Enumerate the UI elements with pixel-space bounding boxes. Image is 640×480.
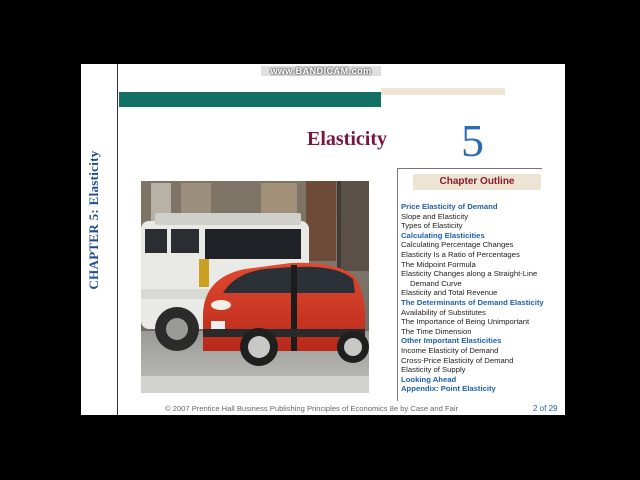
- outline-item: Availability of Substitutes: [401, 307, 486, 317]
- outline-item: Elasticity Is a Ratio of Percentages: [401, 249, 520, 259]
- outline-item: Elasticity and Total Revenue: [401, 288, 498, 298]
- outline-item: Cross-Price Elasticity of Demand: [401, 355, 514, 365]
- footer-copyright: © 2007 Prentice Hall Business Publishing Principles of Economics 8e by Case and Fair: [165, 404, 459, 413]
- decorative-teal-bar: [119, 92, 381, 107]
- sidebar-divider: [117, 64, 118, 415]
- outline-item: Income Elasticity of Demand: [401, 345, 499, 355]
- slide: [81, 64, 565, 415]
- outline-section-heading: Price Elasticity of Demand: [401, 202, 498, 211]
- outline-section-heading: Appendix: Point Elasticity: [401, 384, 496, 394]
- outline-section-heading: Calculating Elasticities: [401, 230, 485, 240]
- page-number: 2 of 29: [533, 404, 558, 413]
- outline-section-heading: The Determinants of Demand Elasticity: [401, 297, 544, 307]
- outline-item: The Importance of Being Unimportant: [401, 317, 530, 327]
- slide-title: Elasticity: [307, 128, 387, 150]
- outline-item: The Midpoint Formula: [401, 259, 476, 269]
- outline-item: Types of Elasticity: [401, 221, 463, 231]
- outline-header: Chapter Outline: [413, 174, 541, 190]
- outline-item: The Time Dimension: [401, 326, 472, 336]
- cars-photo: [141, 181, 369, 393]
- recorder-watermark: www.BANDICAM.com: [261, 66, 381, 76]
- outline-section-heading: Looking Ahead: [401, 374, 457, 384]
- outline-item: Calculating Percentage Changes: [401, 240, 514, 250]
- chapter-number: 5: [461, 115, 484, 166]
- sidebar-chapter-title: CHAPTER 5: Elasticity: [86, 150, 101, 290]
- decorative-beige-bar: [381, 88, 505, 95]
- outline-item: Elasticity of Supply: [401, 365, 466, 375]
- outline-item: Demand Curve: [410, 278, 462, 288]
- outline-item: Elasticity Changes along a Straight-Line: [401, 269, 538, 279]
- outline-section-heading: Other Important Elasticities: [401, 336, 502, 346]
- outline-item: Slope and Elasticity: [401, 211, 469, 221]
- outline-list: [401, 202, 565, 394]
- cars-photo-image: [141, 181, 369, 393]
